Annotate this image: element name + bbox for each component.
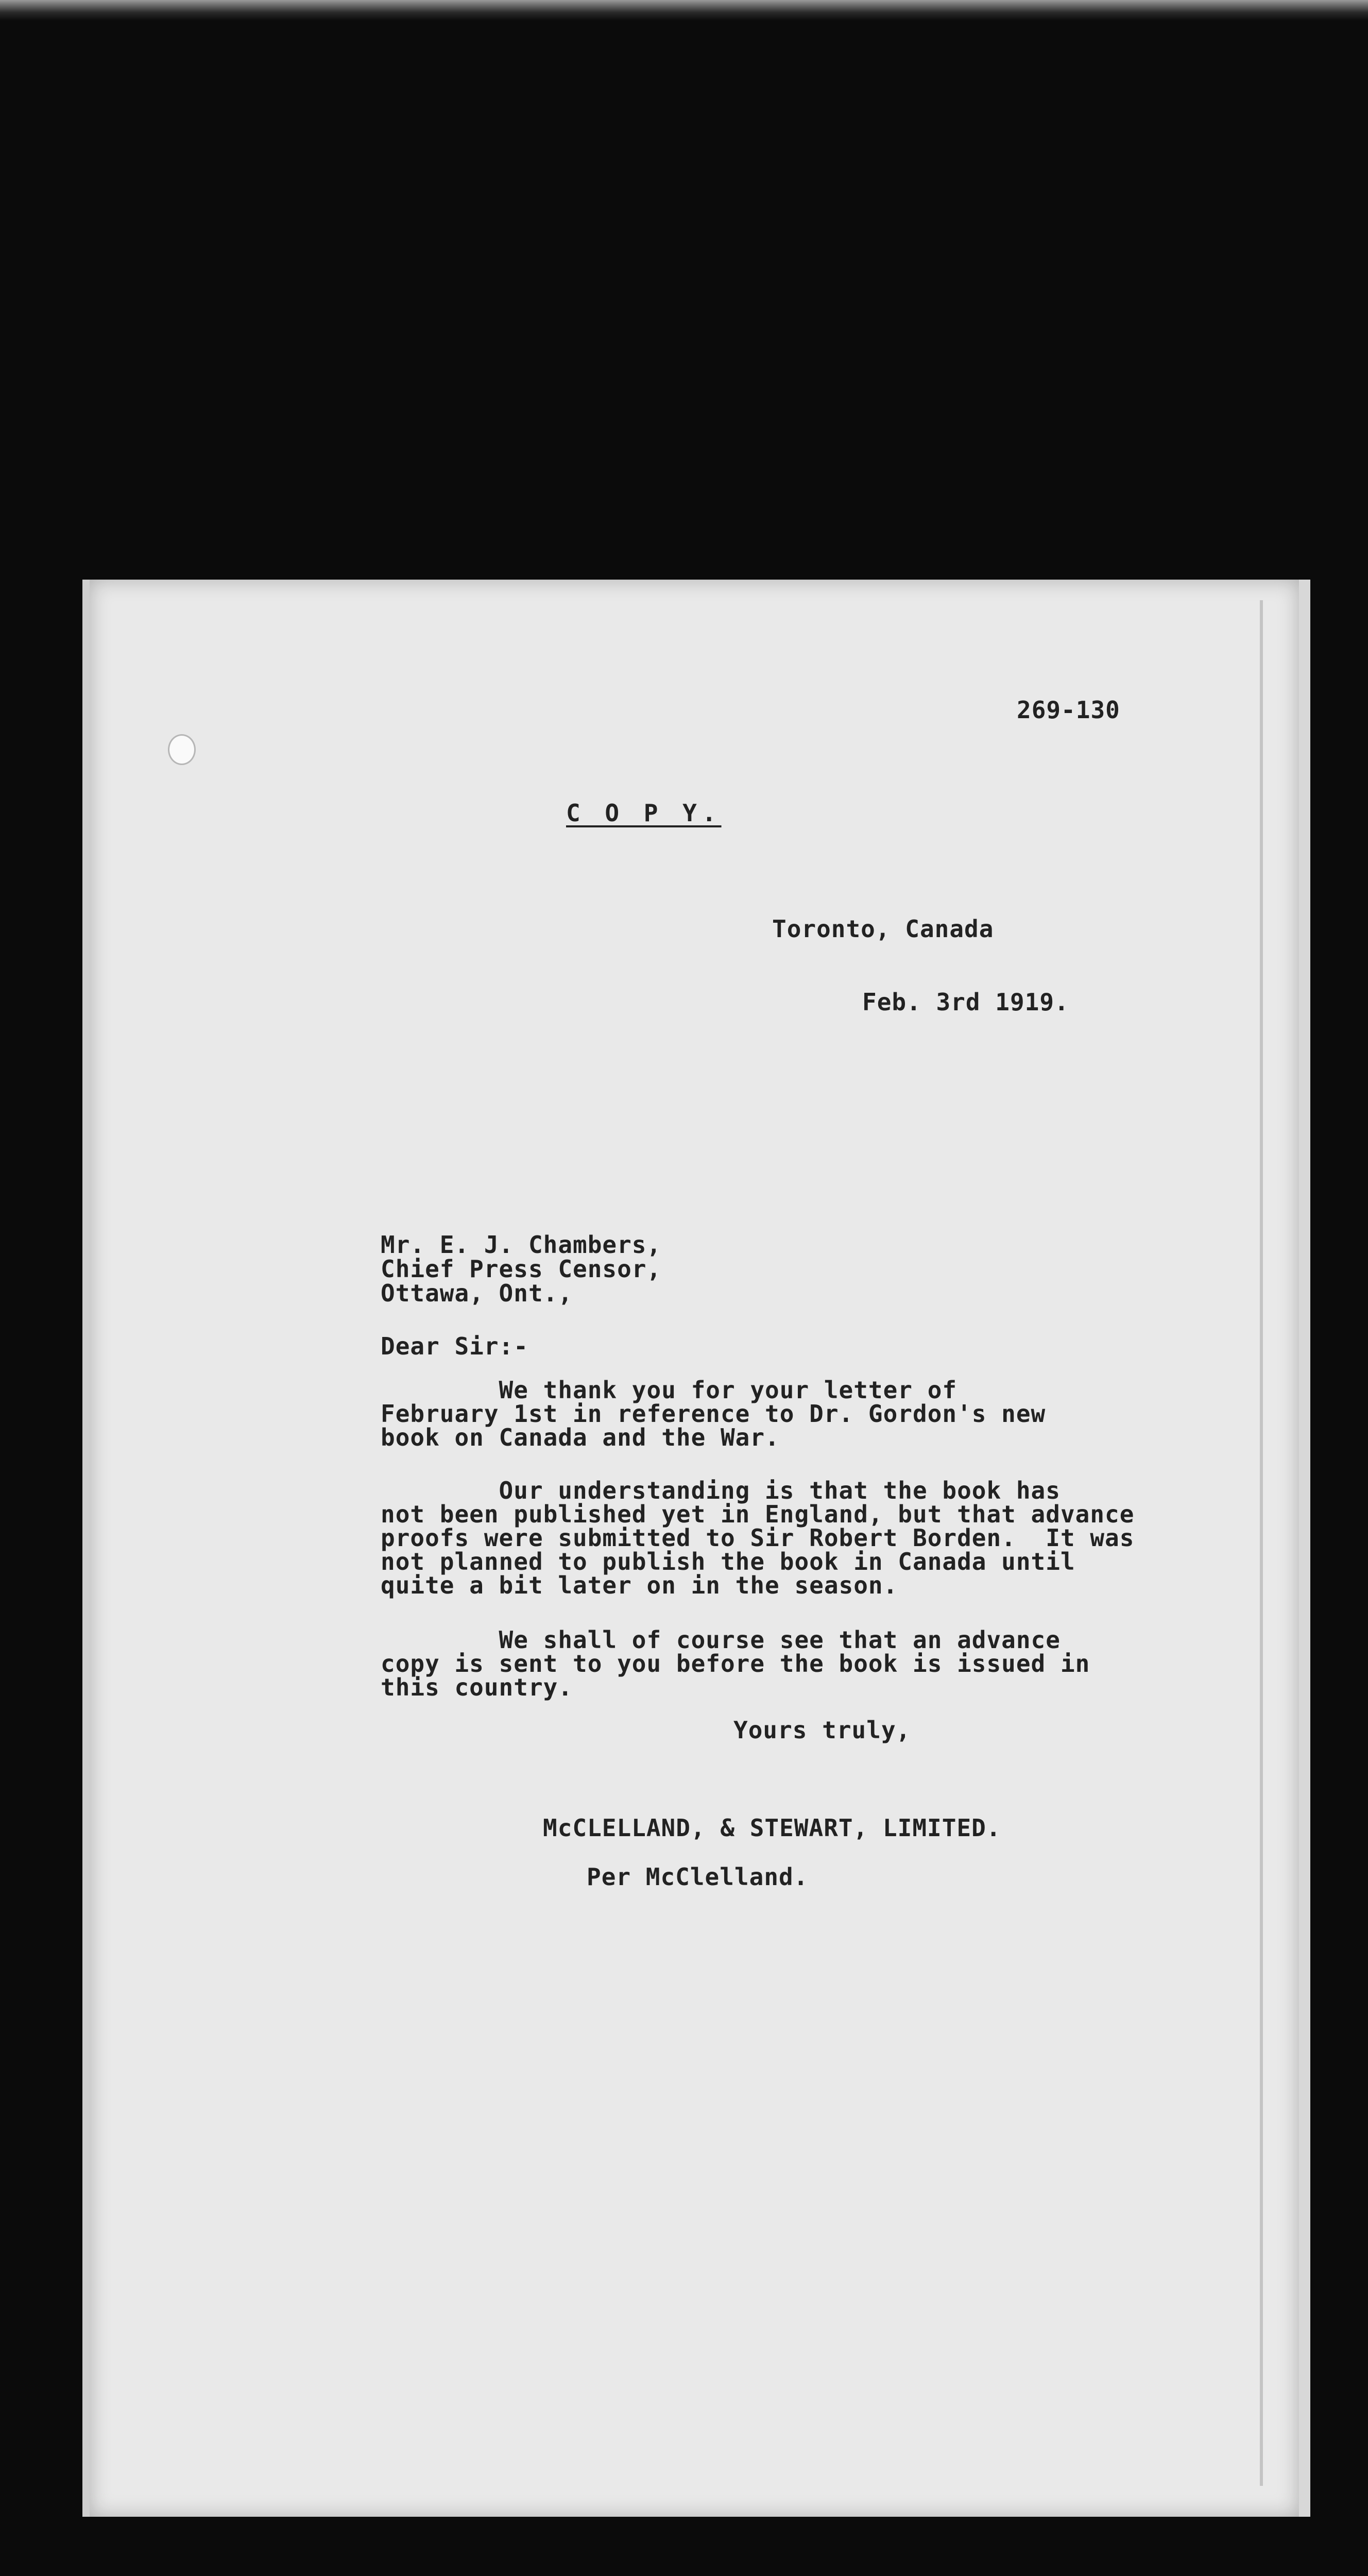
paragraph-line: copy is sent to you before the book is issued in: [381, 1650, 1090, 1677]
paragraph-2: [381, 1479, 1205, 1597]
paragraph-line: proofs were submitted to Sir Robert Borden. It was: [381, 1524, 1135, 1552]
paragraph-line: this country.: [381, 1673, 573, 1701]
punch-hole: [168, 734, 196, 765]
copy-heading: C O P Y.: [566, 799, 722, 827]
letter-date: Feb. 3rd 1919.: [862, 988, 1069, 1016]
paragraph-1: [381, 1378, 1205, 1449]
recipient-name: Mr. E. J. Chambers,: [381, 1231, 662, 1259]
paragraph-line: February 1st in reference to Dr. Gordon's new: [381, 1400, 1046, 1428]
paragraph-line: We shall of course see that an advance: [381, 1626, 1061, 1654]
recipient-city: Ottawa, Ont.,: [381, 1279, 573, 1307]
letter-page: [82, 580, 1310, 2517]
paragraph-line: not been published yet in England, but that advance: [381, 1500, 1135, 1528]
paragraph-line: book on Canada and the War.: [381, 1423, 780, 1451]
paragraph-3: [381, 1628, 1205, 1699]
page-edge-shadow: [1260, 600, 1263, 2486]
closing: Yours truly,: [733, 1716, 911, 1744]
paragraph-line: Our understanding is that the book has: [381, 1477, 1061, 1504]
salutation: Dear Sir:-: [381, 1332, 528, 1360]
file-number: 269-130: [1017, 696, 1120, 724]
recipient-title: Chief Press Censor,: [381, 1255, 662, 1283]
letter-place: Toronto, Canada: [772, 915, 994, 943]
paragraph-line: quite a bit later on in the season.: [381, 1571, 898, 1599]
company-name: McCLELLAND, & STEWART, LIMITED.: [543, 1814, 1001, 1842]
paragraph-line: We thank you for your letter of: [381, 1376, 957, 1404]
paragraph-line: not planned to publish the book in Canada until: [381, 1548, 1075, 1575]
film-edge-top: [0, 0, 1368, 21]
signature-line: Per McClelland.: [587, 1863, 809, 1891]
